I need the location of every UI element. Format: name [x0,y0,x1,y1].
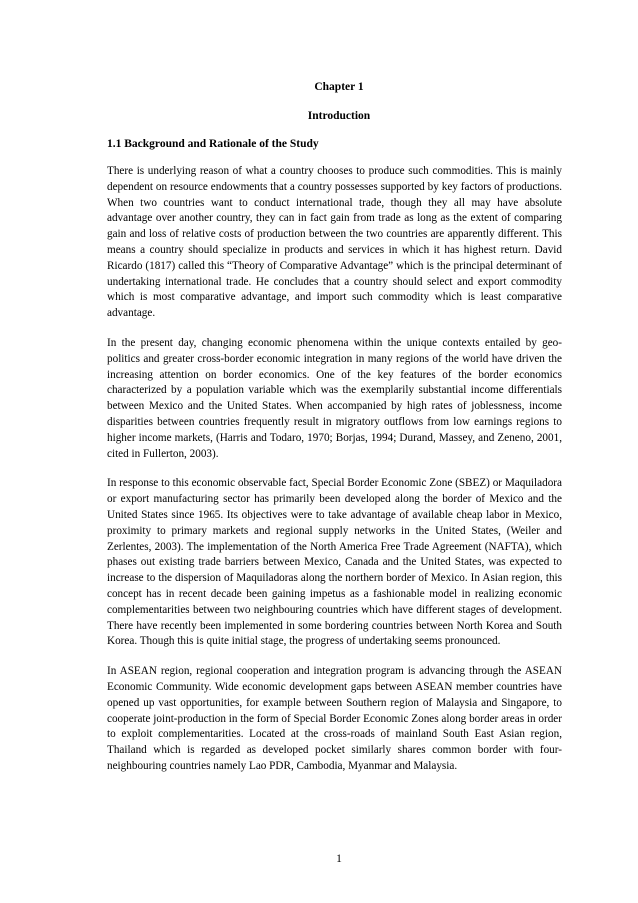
paragraph-1: There is underlying reason of what a country chooses to produce such commodities. This is mainly dependent on resource endowments that a country possesses supported by key factors of productions. When two countries want to conduct international trade, though they all may have absolute advantage over another country, they can in fact gain from trade as long as the extent of comparing gain and loss of relative costs of production between the two countries are apparently different. This means a country should specialize in products and services in which it has highest return. David Ricardo (1817) called this “Theory of Comparative Advantage” which is the principal determinant of undertaking international trade. He concludes that a country should select and export commodity which is most comparative advantage, and import such commodity which is least comparative advantage. [107,165,562,320]
paragraph-3: In response to this economic observable fact, Special Border Economic Zone (SBEZ) or Maquiladora or export manufacturing sector has primarily been developed along the border of Mexico and the United States since 1965. Its objectives were to take advantage of available cheap labor in Mexico, proximity to primary markets and regional supply networks in the United States, (Weiler and Zerlentes, 2003). The implementation of the North America Free Trade Agreement (NAFTA), which phases out existing trade barriers between Mexico, Canada and the United States, was expected to increase to the dispersion of Maquiladoras along the northern border of Mexico. In Asian region, this concept has in recent decade been gaining impetus as a fashionable model in realizing economic complementarities between two neighbouring countries which have different stages of development. There have recently been implemented in some bordering countries between North Korea and South Korea. Though this is quite initial stage, the progress of undertaking seems pronounced. [107,477,562,648]
chapter-title: Introduction [307,110,371,122]
body-text [107,164,562,789]
paragraph-4: In ASEAN region, regional cooperation and integration program is advancing through the ASEAN Economic Community. Wide economic development gaps between ASEAN member countries have opened up vast opportunities, for example between Southern region of Malaysia and Singapore, to cooperate joint-production in the form of Special Border Economic Zones along border areas in order to exploit complementarities. Located at the cross-roads of mainland South East Asian region, Thailand which is regarded as developed pocket similarly shares common border with four-neighbouring countries namely Lao PDR, Cambodia, Myanmar and Malaysia. [107,665,562,772]
page-number: 1 [336,853,342,865]
chapter-label: Chapter 1 [314,81,364,93]
paragraph-2: In the present day, changing economic phenomena within the unique contexts entailed by geo-politics and greater cross-border economic integration in many regions of the world have driven the increasing attention on border economics. One of the key features of the border economics characterized by a population variable which was the exemplarily substantial income differentials between Mexico and the United States. When accompanied by high rates of joblessness, income disparities between countries frequently result in migratory outflows from low earnings regions to higher income markets, (Harris and Todaro, 1970; Borjas, 1994; Durand, Massey, and Zeneno, 2001, cited in Fullerton, 2003). [107,336,562,460]
section-heading: 1.1 Background and Rationale of the Study [107,138,319,150]
